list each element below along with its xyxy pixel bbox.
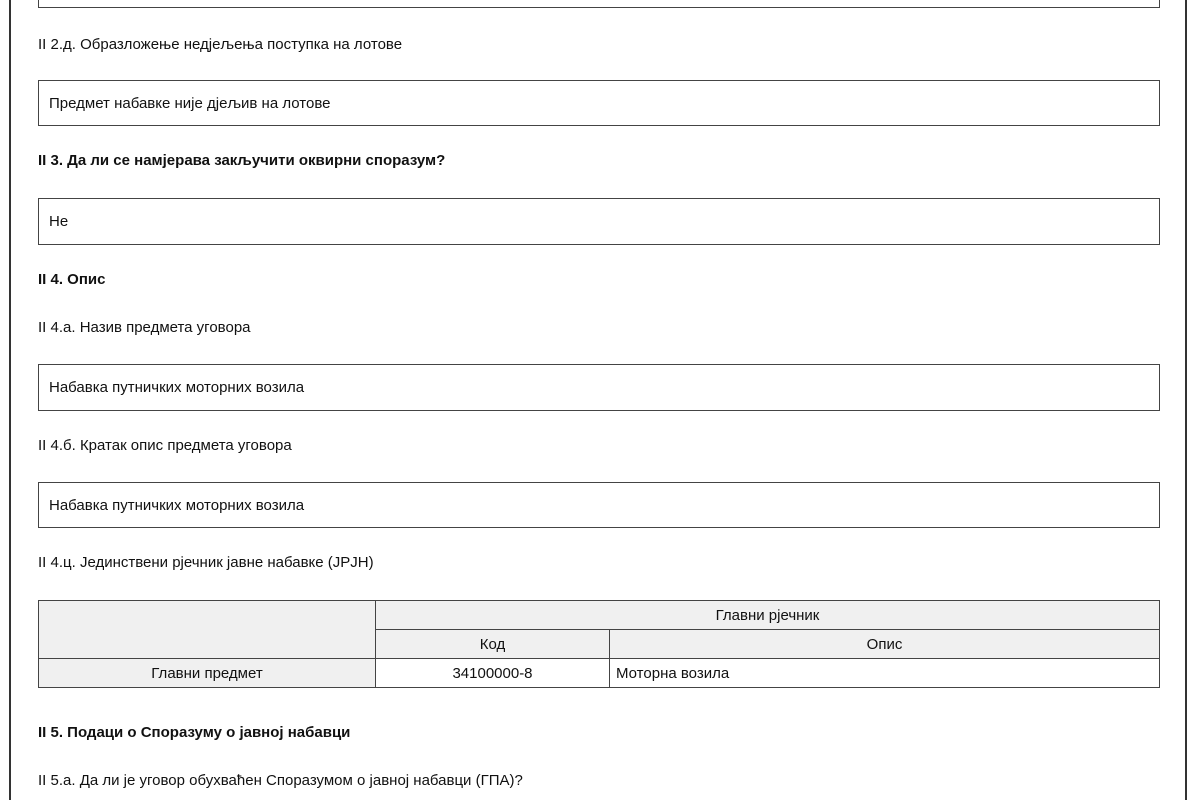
section-5-label: II 5. Подаци о Споразуму о јавној набавци (38, 724, 351, 741)
cpv-row-label: Главни предмет (39, 659, 376, 688)
section-4b-label: II 4.б. Кратак опис предмета уговора (38, 437, 292, 454)
section-3-label: II 3. Да ли се намјерава закључити оквирни споразум? (38, 152, 446, 169)
table-row (39, 659, 1160, 688)
cpv-table (38, 600, 1160, 688)
cpv-empty-header-cell (39, 601, 376, 659)
section-2d-value: Предмет набавке није дјељив на лотове (38, 80, 1160, 126)
previous-field-box (38, 0, 1160, 8)
section-4a-label: II 4.а. Назив предмета уговора (38, 319, 251, 336)
section-5a-label: II 5.а. Да ли је уговор обухваћен Споразумом о јавној набавци (ГПА)? (38, 772, 523, 789)
section-2d-label: II 2.д. Образложење недјељења поступка на лотове (38, 36, 403, 53)
cpv-code-header: Код (376, 630, 610, 659)
section-4c-label: II 4.ц. Јединствени рјечник јавне набавке (ЈРЈН) (38, 554, 374, 571)
cpv-group-header: Главни рјечник (376, 601, 1160, 630)
cpv-description-header: Опис (610, 630, 1160, 659)
cpv-row-code: 34100000-8 (376, 659, 610, 688)
section-3-value: Не (38, 198, 1160, 245)
section-4a-value: Набавка путничких моторних возила (38, 364, 1160, 411)
section-4-label: II 4. Опис (38, 271, 106, 288)
cpv-row-description: Моторна возила (610, 659, 1160, 688)
section-4b-value: Набавка путничких моторних возила (38, 482, 1160, 528)
cpv-header-row (39, 601, 1160, 630)
